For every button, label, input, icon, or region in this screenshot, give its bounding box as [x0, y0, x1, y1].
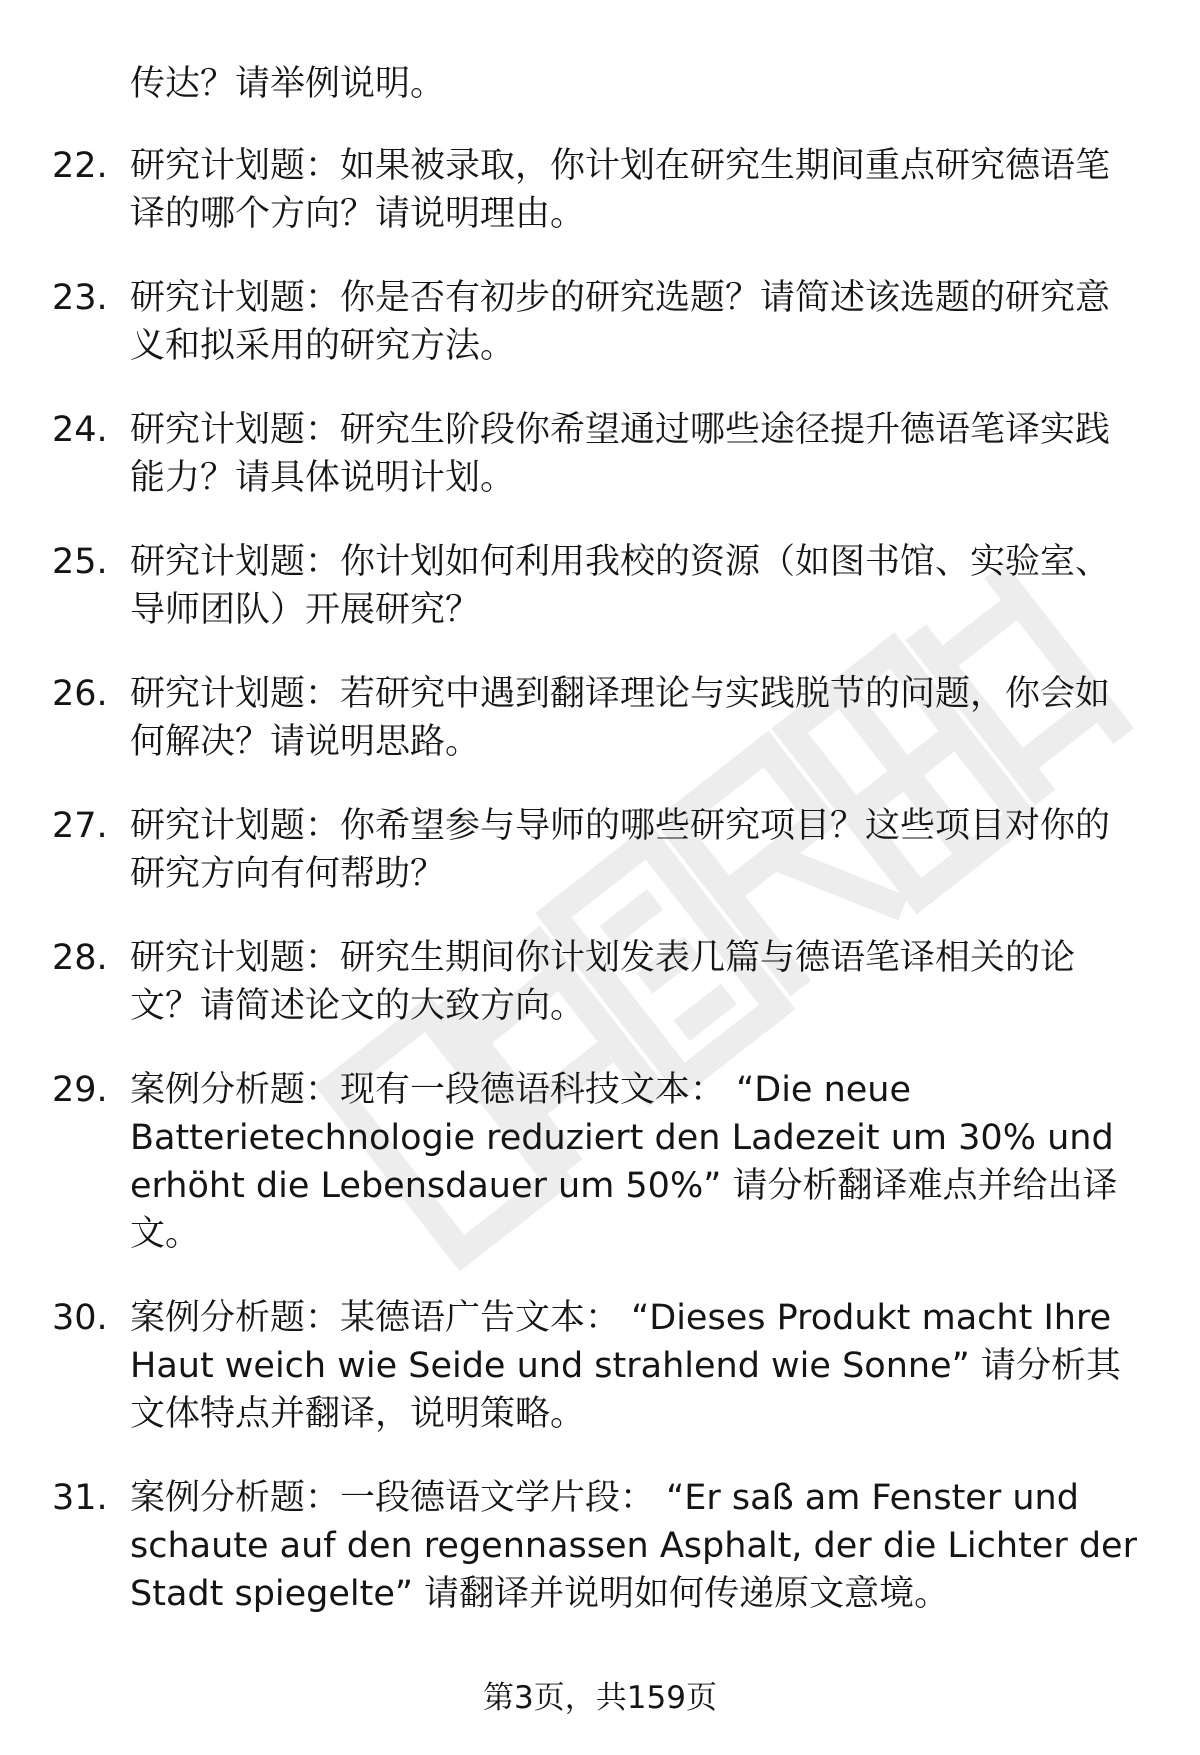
question-text: 案例分析题：某德语广告文本： “Dieses Produkt macht Ihre Haut weich wie Seide und strahlend wie Sonne” 请分析其文体特点并翻译，说明策略。 [130, 1298, 1121, 1434]
question-number: 23. [52, 278, 108, 318]
question-number: 22. [52, 146, 108, 186]
question-number: 27. [52, 806, 108, 846]
question-item [0, 1294, 1200, 1438]
question-item [0, 802, 1200, 898]
continuation-text: 传达？请举例说明。 [130, 64, 446, 104]
question-item [0, 1474, 1200, 1618]
question-item [0, 670, 1200, 766]
page-footer: 第3页，共159页 [483, 1680, 717, 1716]
question-number: 29. [52, 1070, 108, 1110]
question-number: 25. [52, 542, 108, 582]
question-item [0, 274, 1200, 370]
question-item [0, 406, 1200, 502]
question-text: 研究计划题：研究生期间你计划发表几篇与德语笔译相关的论文？请简述论文的大致方向。 [130, 938, 1076, 1026]
question-number: 24. [52, 410, 108, 450]
question-number: 31. [52, 1478, 108, 1518]
question-item [0, 538, 1200, 634]
question-list [0, 142, 1200, 1654]
question-text: 案例分析题：一段德语文学片段： “Er saß am Fenster und schaute auf den regennassen Asphalt, der die Lichter der Stadt spiegelte” 请翻译并说明如何传递原文意境。 [130, 1478, 1137, 1614]
question-text: 案例分析题：现有一段德语科技文本： “Die neue Batterietechnologie reduziert den Ladezeit um 30% und erhöht die Lebensdauer um 50%” 请分析翻译难点并给出译文。 [130, 1070, 1118, 1254]
question-number: 26. [52, 674, 108, 714]
question-number: 30. [52, 1298, 108, 1338]
question-text: 研究计划题：研究生阶段你希望通过哪些途径提升德语笔译实践能力？请具体说明计划。 [130, 410, 1111, 498]
question-text: 研究计划题：你计划如何利用我校的资源（如图书馆、实验室、导师团队）开展研究？ [130, 542, 1111, 630]
question-text: 研究计划题：如果被录取，你计划在研究生期间重点研究德语笔译的哪个方向？请说明理由。 [130, 146, 1111, 234]
question-text: 研究计划题：你是否有初步的研究选题？请简述该选题的研究意义和拟采用的研究方法。 [130, 278, 1111, 366]
question-item [0, 934, 1200, 1030]
question-text: 研究计划题：你希望参与导师的哪些研究项目？这些项目对你的研究方向有何帮助？ [130, 806, 1111, 894]
question-number: 28. [52, 938, 108, 978]
question-item [0, 142, 1200, 238]
question-item [0, 1066, 1200, 1258]
question-text: 研究计划题：若研究中遇到翻译理论与实践脱节的问题，你会如何解决？请说明思路。 [130, 674, 1111, 762]
